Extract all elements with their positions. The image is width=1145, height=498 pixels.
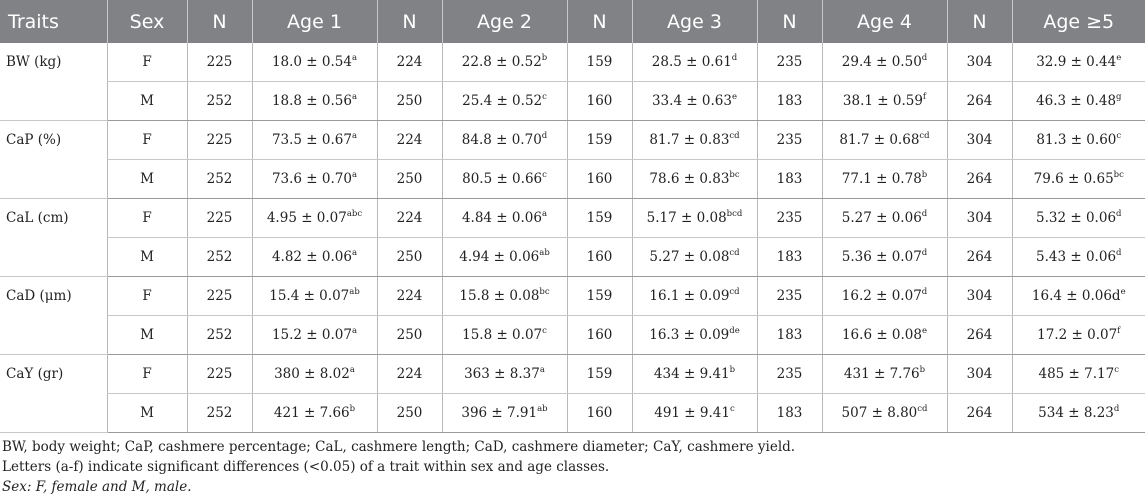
significance-letter: a xyxy=(351,248,358,258)
significance-letter: abc xyxy=(346,209,363,219)
value-cell: $16.4 \pm 0.06d^e$ xyxy=(1012,277,1145,316)
significance-letter: c xyxy=(1116,131,1122,141)
value-cell: 17.2 ± 0.07$^f$ xyxy=(1012,316,1145,355)
n-cell: 304 xyxy=(947,199,1012,238)
value-cell: 4.82 ± 0.06$^a$ xyxy=(252,238,377,277)
significance-letter: e xyxy=(921,326,928,336)
value-cell: 16.2 ± 0.07$^d$ xyxy=(822,277,947,316)
significance-letter: ab xyxy=(539,248,550,258)
significance-letter: b xyxy=(921,170,928,180)
value-cell: 33.4 ± 0.63$^e$ xyxy=(632,82,757,121)
n-cell: 225 xyxy=(187,355,252,394)
n-cell: 225 xyxy=(187,43,252,82)
value-cell: 16.1 ± 0.09$^{cd}$ xyxy=(632,277,757,316)
sex-cell: F xyxy=(107,199,187,238)
n-cell: 224 xyxy=(377,43,442,82)
value-cell: 77.1 ± 0.78$^b$ xyxy=(822,160,947,199)
value-cell: 46.3 ± 0.48$^g$ xyxy=(1012,82,1145,121)
n-cell: 159 xyxy=(567,121,632,160)
n-cell: 183 xyxy=(757,316,822,355)
significance-letter: e xyxy=(1116,53,1122,63)
header-cell: N xyxy=(187,0,252,43)
significance-letter: c xyxy=(542,326,547,336)
significance-letter: cd xyxy=(917,404,928,414)
n-cell: 224 xyxy=(377,355,442,394)
value-cell: 5.17 ± 0.08$^{bcd}$ xyxy=(632,199,757,238)
n-cell: 160 xyxy=(567,316,632,355)
trait-cell: CaD (μm) xyxy=(0,277,107,355)
sex-cell: M xyxy=(107,160,187,199)
sex-cell: M xyxy=(107,238,187,277)
n-cell: 225 xyxy=(187,199,252,238)
value-cell: 4.84 ± 0.06$^a$ xyxy=(442,199,567,238)
table-body xyxy=(0,43,1145,433)
value-cell: 15.4 ± 0.07$^{ab}$ xyxy=(252,277,377,316)
n-cell: 264 xyxy=(947,160,1012,199)
table-row xyxy=(0,238,1145,277)
table-row xyxy=(0,43,1145,82)
n-cell: 252 xyxy=(187,238,252,277)
n-cell: 224 xyxy=(377,277,442,316)
value-cell: 421 ± 7.66$^b$ xyxy=(252,394,377,433)
table-footnotes xyxy=(2,437,795,497)
n-cell: 183 xyxy=(757,160,822,199)
header-cell: Age 1 xyxy=(252,0,377,43)
value-cell: 15.8 ± 0.07$^c$ xyxy=(442,316,567,355)
value-cell: 534 ± 8.23$^d$ xyxy=(1012,394,1145,433)
sex-cell: F xyxy=(107,355,187,394)
table-row xyxy=(0,355,1145,394)
significance-letter: cd xyxy=(729,287,740,297)
trait-cell: CaP (%) xyxy=(0,121,107,199)
significance-letter: d xyxy=(921,209,928,219)
significance-letter: c xyxy=(542,170,547,180)
header-row xyxy=(0,0,1145,43)
header-cell: N xyxy=(947,0,1012,43)
sex-cell: F xyxy=(107,277,187,316)
significance-letter: a xyxy=(351,131,358,141)
n-cell: 250 xyxy=(377,316,442,355)
n-cell: 235 xyxy=(757,199,822,238)
sex-cell: F xyxy=(107,43,187,82)
n-cell: 183 xyxy=(757,394,822,433)
header-cell: Age 4 xyxy=(822,0,947,43)
table-row xyxy=(0,394,1145,433)
n-cell: 250 xyxy=(377,82,442,121)
header-cell: Age ≥5 xyxy=(1012,0,1145,43)
value-cell: 396 ± 7.91$^{ab}$ xyxy=(442,394,567,433)
value-cell: 38.1 ± 0.59$^f$ xyxy=(822,82,947,121)
value-cell: 18.0 ± 0.54$^a$ xyxy=(252,43,377,82)
sex-note: Sex: F, female and M, male. xyxy=(2,479,192,495)
significance-letter: e xyxy=(731,92,738,102)
significance-letter: d xyxy=(921,287,928,297)
value-cell: 5.32 ± 0.06$^d$ xyxy=(1012,199,1145,238)
significance-letter: d xyxy=(1113,404,1120,414)
significance-letter: bc xyxy=(539,287,550,297)
table-row xyxy=(0,316,1145,355)
value-cell: 28.5 ± 0.61$^d$ xyxy=(632,43,757,82)
significance-letter: ab xyxy=(537,404,548,414)
n-cell: 235 xyxy=(757,121,822,160)
n-cell: 252 xyxy=(187,160,252,199)
significance-letter: b xyxy=(541,53,548,63)
header-cell: N xyxy=(567,0,632,43)
significance-letter: cd xyxy=(729,248,740,258)
value-cell: 80.5 ± 0.66$^c$ xyxy=(442,160,567,199)
significance-letter: a xyxy=(539,365,545,375)
significance-letter: d xyxy=(921,53,928,63)
n-cell: 304 xyxy=(947,43,1012,82)
value-cell: 18.8 ± 0.56$^a$ xyxy=(252,82,377,121)
header-cell: N xyxy=(757,0,822,43)
value-cell: 431 ± 7.76$^b$ xyxy=(822,355,947,394)
n-cell: 235 xyxy=(757,355,822,394)
significance-letter: bcd xyxy=(726,209,743,219)
value-cell: 380 ± 8.02$^a$ xyxy=(252,355,377,394)
n-cell: 183 xyxy=(757,238,822,277)
value-cell: 507 ± 8.80$^{cd}$ xyxy=(822,394,947,433)
significance-letter: bc xyxy=(729,170,740,180)
n-cell: 252 xyxy=(187,82,252,121)
significance-letter: a xyxy=(351,92,358,102)
n-cell: 264 xyxy=(947,238,1012,277)
value-cell: 15.8 ± 0.08$^{bc}$ xyxy=(442,277,567,316)
significance-letter: a xyxy=(351,170,358,180)
trait-cell: BW (kg) xyxy=(0,43,107,121)
table-row xyxy=(0,82,1145,121)
value-cell: 73.5 ± 0.67$^a$ xyxy=(252,121,377,160)
header-cell: Age 3 xyxy=(632,0,757,43)
table-row xyxy=(0,199,1145,238)
n-cell: 160 xyxy=(567,82,632,121)
value-cell: 25.4 ± 0.52$^c$ xyxy=(442,82,567,121)
header-cell: N xyxy=(377,0,442,43)
n-cell: 235 xyxy=(757,43,822,82)
n-cell: 225 xyxy=(187,121,252,160)
n-cell: 183 xyxy=(757,82,822,121)
significance-letter: a xyxy=(541,209,548,219)
significance-letter: e xyxy=(1120,287,1126,297)
value-cell: 78.6 ± 0.83$^{bc}$ xyxy=(632,160,757,199)
value-cell: 4.94 ± 0.06$^{ab}$ xyxy=(442,238,567,277)
value-cell: 32.9 ± 0.44$^e$ xyxy=(1012,43,1145,82)
n-cell: 235 xyxy=(757,277,822,316)
n-cell: 264 xyxy=(947,82,1012,121)
value-cell: 434 ± 9.41$^b$ xyxy=(632,355,757,394)
significance-letter: d xyxy=(1116,248,1122,258)
significance-letter: g xyxy=(1116,92,1122,102)
n-cell: 304 xyxy=(947,121,1012,160)
n-cell: 159 xyxy=(567,43,632,82)
significance-letter: f xyxy=(1117,326,1121,336)
letters-note: Letters (a-f) indicate significant differences (<0.05) of a trait within sex and age classes. xyxy=(2,459,610,475)
significance-letter: b xyxy=(919,365,926,375)
header-cell: Traits xyxy=(0,0,107,43)
n-cell: 224 xyxy=(377,199,442,238)
n-cell: 250 xyxy=(377,238,442,277)
value-cell: 16.3 ± 0.09de xyxy=(632,316,757,355)
header-cell: Sex xyxy=(107,0,187,43)
significance-letter: d xyxy=(541,131,548,141)
n-cell: 159 xyxy=(567,355,632,394)
sex-cell: M xyxy=(107,316,187,355)
significance-letter: de xyxy=(729,326,740,336)
abbreviations-note: BW, body weight; CaP, cashmere percentage; CaL, cashmere length; CaD, cashmere diameter; CaY, cashmere yield. xyxy=(2,439,796,455)
significance-letter: f xyxy=(922,92,927,102)
n-cell: 304 xyxy=(947,277,1012,316)
significance-letter: ab xyxy=(349,287,360,297)
trait-cell: CaY (gr) xyxy=(0,355,107,433)
value-cell: 73.6 ± 0.70$^a$ xyxy=(252,160,377,199)
significance-letter: cd xyxy=(729,131,740,141)
significance-letter: bc xyxy=(1113,170,1124,180)
n-cell: 159 xyxy=(567,277,632,316)
value-cell: 5.36 ± 0.07$^d$ xyxy=(822,238,947,277)
trait-cell: CaL (cm) xyxy=(0,199,107,277)
value-cell: 491 ± 9.41$^c$ xyxy=(632,394,757,433)
value-cell: 84.8 ± 0.70$^d$ xyxy=(442,121,567,160)
value-cell: 15.2 ± 0.07$^a$ xyxy=(252,316,377,355)
n-cell: 264 xyxy=(947,394,1012,433)
value-cell: 16.6 ± 0.08$^e$ xyxy=(822,316,947,355)
significance-letter: a xyxy=(351,53,358,63)
significance-letter: c xyxy=(542,92,547,102)
value-cell: 29.4 ± 0.50$^d$ xyxy=(822,43,947,82)
significance-letter: c xyxy=(729,404,735,414)
value-cell: 363 ± 8.37$^a$ xyxy=(442,355,567,394)
value-cell: 81.7 ± 0.83$^{cd}$ xyxy=(632,121,757,160)
significance-letter: d xyxy=(1116,209,1122,219)
value-cell: 22.8 ± 0.52$^b$ xyxy=(442,43,567,82)
value-cell: 81.7 ± 0.68$^{cd}$ xyxy=(822,121,947,160)
significance-letter: d xyxy=(731,53,738,63)
value-cell: 81.3 ± 0.60$^c$ xyxy=(1012,121,1145,160)
n-cell: 160 xyxy=(567,394,632,433)
sex-cell: M xyxy=(107,82,187,121)
header-cell: Age 2 xyxy=(442,0,567,43)
table-row xyxy=(0,121,1145,160)
significance-letter: cd xyxy=(919,131,930,141)
value-cell: 485 ± 7.17$^c$ xyxy=(1012,355,1145,394)
significance-letter: b xyxy=(349,404,356,414)
n-cell: 252 xyxy=(187,316,252,355)
significance-letter: d xyxy=(921,248,928,258)
n-cell: 250 xyxy=(377,160,442,199)
table-row xyxy=(0,277,1145,316)
sex-cell: F xyxy=(107,121,187,160)
value-cell: 5.27 ± 0.06$^d$ xyxy=(822,199,947,238)
significance-letter: a xyxy=(349,365,355,375)
sex-cell: M xyxy=(107,394,187,433)
value-cell: 5.43 ± 0.06$^d$ xyxy=(1012,238,1145,277)
value-cell: 79.6 ± 0.65$^{bc}$ xyxy=(1012,160,1145,199)
n-cell: 264 xyxy=(947,316,1012,355)
table-row xyxy=(0,160,1145,199)
n-cell: 160 xyxy=(567,160,632,199)
n-cell: 159 xyxy=(567,199,632,238)
n-cell: 224 xyxy=(377,121,442,160)
n-cell: 304 xyxy=(947,355,1012,394)
n-cell: 250 xyxy=(377,394,442,433)
n-cell: 252 xyxy=(187,394,252,433)
significance-letter: c xyxy=(1114,365,1119,375)
n-cell: 160 xyxy=(567,238,632,277)
value-cell: 4.95 ± 0.07$^{abc}$ xyxy=(252,199,377,238)
significance-letter: a xyxy=(351,326,358,336)
significance-letter: b xyxy=(729,365,736,375)
n-cell: 225 xyxy=(187,277,252,316)
value-cell: 5.27 ± 0.08$^{cd}$ xyxy=(632,238,757,277)
